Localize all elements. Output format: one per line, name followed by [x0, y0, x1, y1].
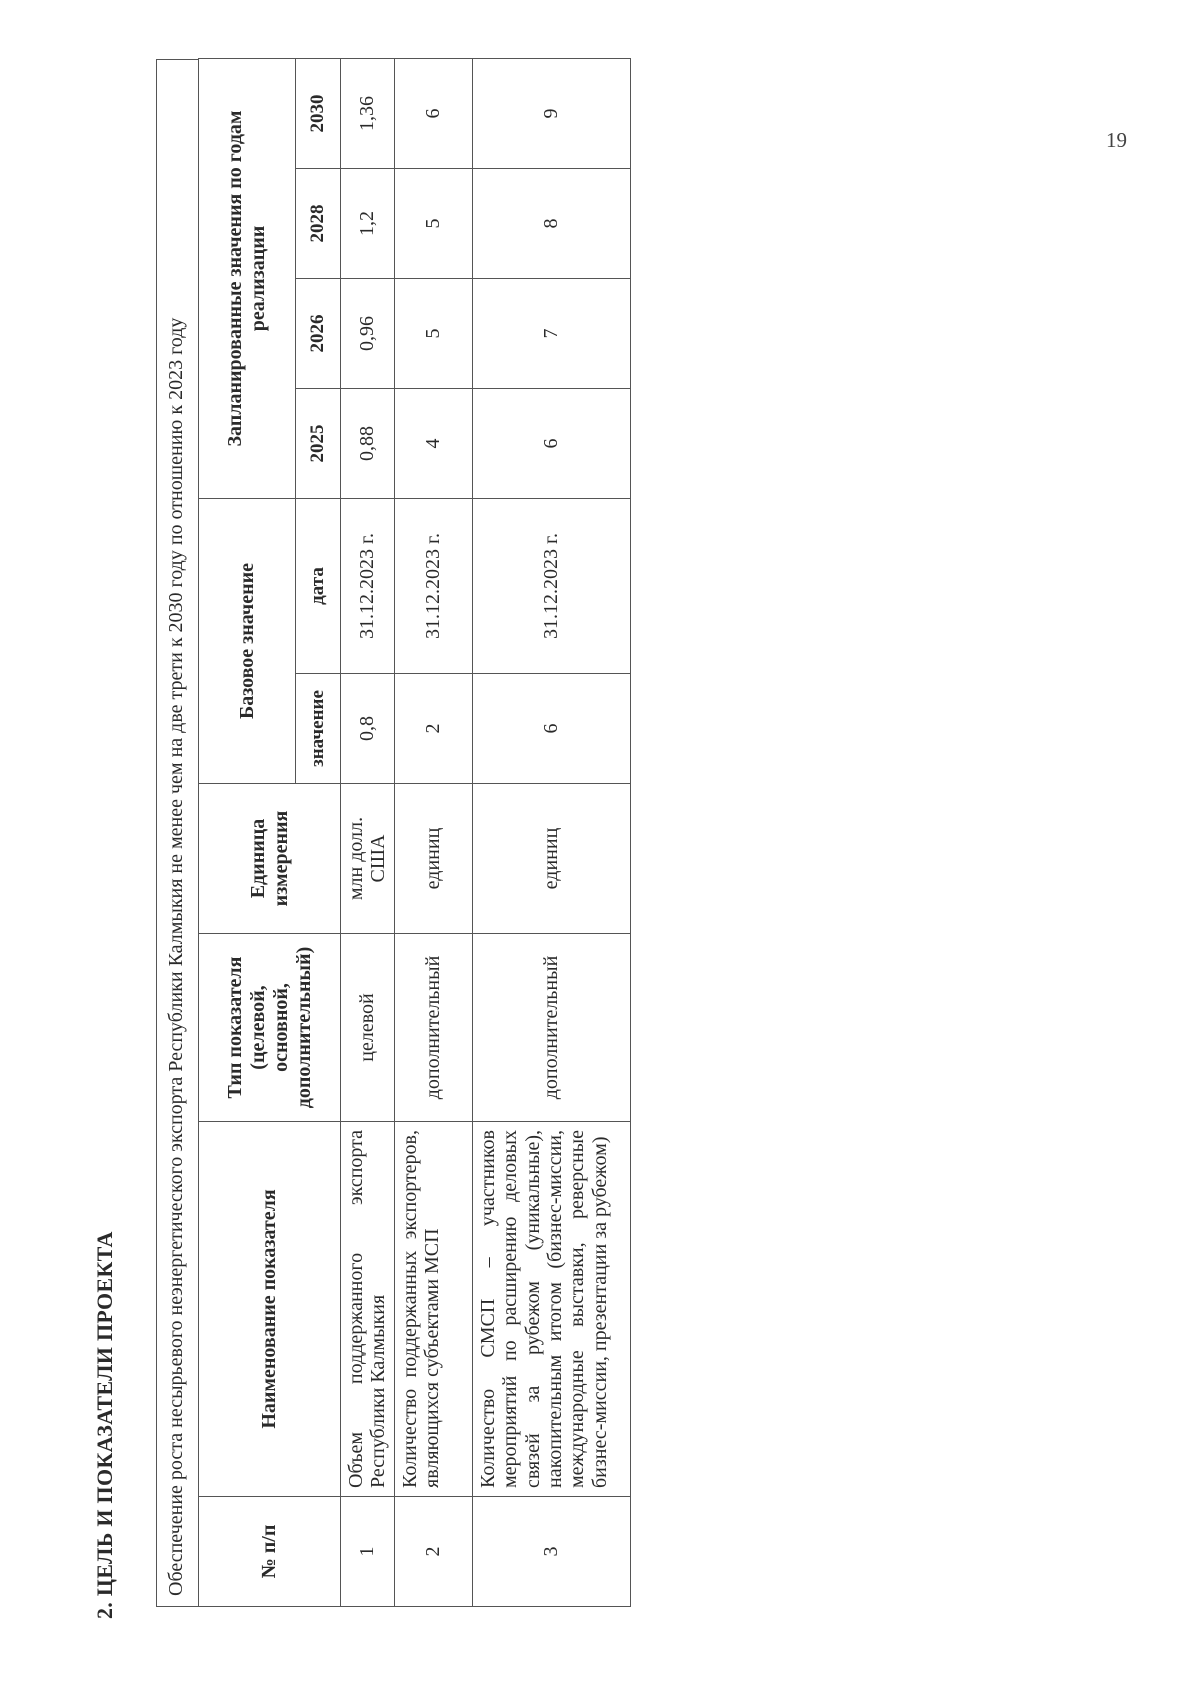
indicators-table [198, 58, 631, 1607]
row-name: Количество СМСП – участников мероприятий по расширению деловых связей за рубежом (уникальные), накопительным итогом (бизнес-миссии, международные выставки, реверсные бизнес-миссии, презентации за рубежом) [472, 1122, 630, 1497]
row-unit: млн долл. США [341, 784, 395, 934]
indicators-table-container [156, 59, 631, 1607]
row-name: Объем поддержанного экспорта Республики Калмыкия [341, 1122, 395, 1497]
row-value-2030: 9 [472, 58, 630, 168]
section-title: 2. ЦЕЛЬ И ПОКАЗАТЕЛИ ПРОЕКТА [92, 1231, 117, 1619]
row-value-2028: 5 [394, 169, 472, 279]
row-name: Количество поддержанных экспортеров, являющихся субъектами МСП [394, 1122, 472, 1497]
row-base-date: 31.12.2023 г. [341, 499, 395, 674]
row-base-date: 31.12.2023 г. [472, 499, 630, 674]
header-planned: Запланированные значения по годам реализации [199, 58, 296, 498]
row-value-2028: 8 [472, 169, 630, 279]
row-type: целевой [341, 934, 395, 1122]
table-header-row [199, 58, 296, 1606]
header-num: № п/п [199, 1497, 341, 1607]
page-number: 19 [1106, 128, 1127, 152]
row-num: 2 [394, 1497, 472, 1607]
row-type: дополнительный [394, 934, 472, 1122]
row-value-2028: 1,2 [341, 169, 395, 279]
row-base-value: 0,8 [341, 674, 395, 784]
table-row [472, 58, 630, 1606]
row-value-2030: 1,36 [341, 58, 395, 168]
header-name: Наименование показателя [199, 1122, 341, 1497]
header-base-value: значение [296, 674, 341, 784]
header-base: Базовое значение [199, 499, 296, 784]
row-value-2026: 5 [394, 279, 472, 389]
row-value-2025: 0,88 [341, 389, 395, 499]
row-type: дополнительный [472, 934, 630, 1122]
row-base-value: 6 [472, 674, 630, 784]
header-base-date: дата [296, 499, 341, 674]
goal-statement: Обеспечение роста несырьевого неэнергетического экспорта Республики Калмыкия не менее чем на две трети к 2030 году по отношению к 2023 году [156, 59, 198, 1607]
row-num: 1 [341, 1497, 395, 1607]
row-unit: единиц [394, 784, 472, 934]
header-year-2025: 2025 [296, 389, 341, 499]
row-base-date: 31.12.2023 г. [394, 499, 472, 674]
header-type: Тип показателя (целевой, основной, дополнительный) [199, 934, 341, 1122]
row-value-2026: 7 [472, 279, 630, 389]
row-value-2026: 0,96 [341, 279, 395, 389]
row-base-value: 2 [394, 674, 472, 784]
header-year-2028: 2028 [296, 169, 341, 279]
header-unit: Единица измерения [199, 784, 341, 934]
table-row [341, 58, 395, 1606]
row-num: 3 [472, 1497, 630, 1607]
row-value-2025: 6 [472, 389, 630, 499]
row-value-2030: 6 [394, 58, 472, 168]
table-row [394, 58, 472, 1606]
header-year-2026: 2026 [296, 279, 341, 389]
row-unit: единиц [472, 784, 630, 934]
row-value-2025: 4 [394, 389, 472, 499]
header-year-2030: 2030 [296, 58, 341, 168]
